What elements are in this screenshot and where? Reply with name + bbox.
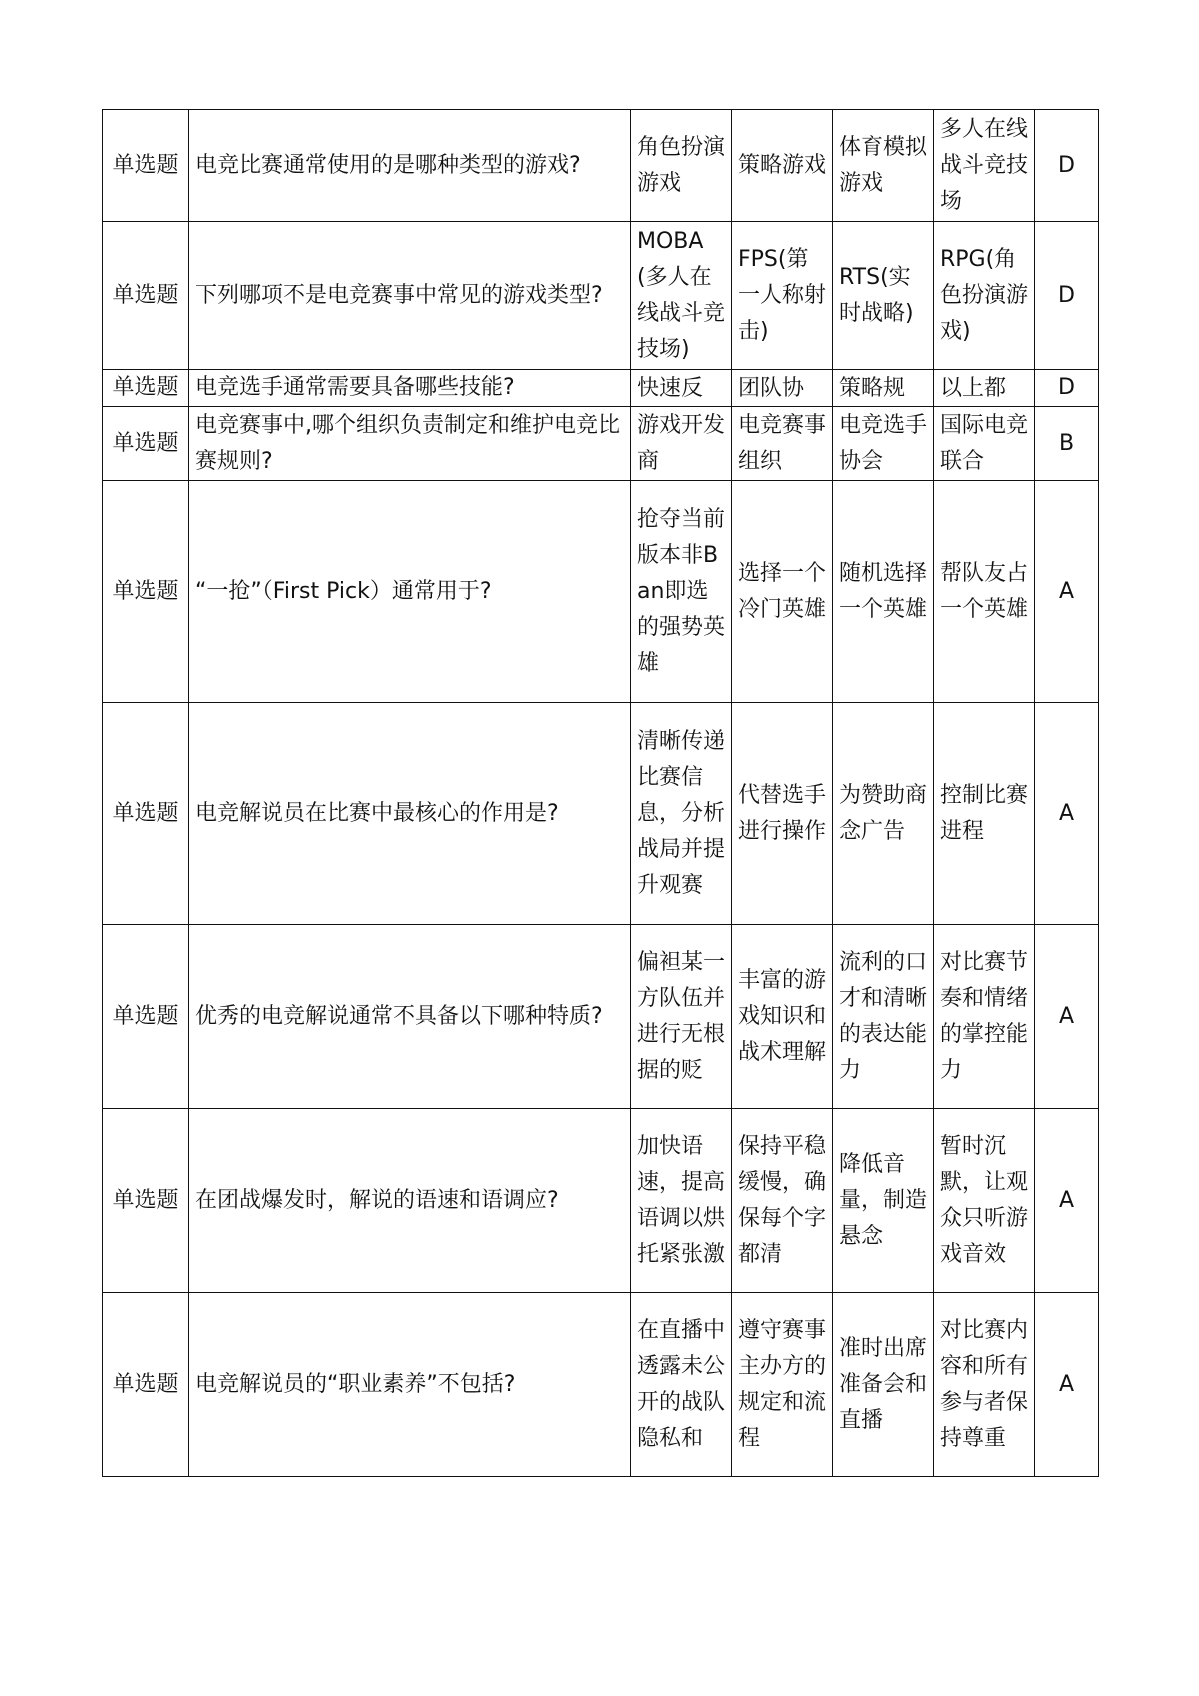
question-type-cell: 单选题 xyxy=(103,481,189,703)
question-text-cell: 电竞解说员在比赛中最核心的作用是? xyxy=(189,703,631,925)
question-row xyxy=(103,110,1099,222)
option-c-cell xyxy=(833,1109,934,1293)
question-type-cell: 单选题 xyxy=(103,370,189,407)
option-a-cell xyxy=(631,1293,732,1477)
option-c-cell-text: 流利的口才和清晰的表达能力 xyxy=(839,949,927,1083)
answer-cell: A xyxy=(1035,925,1099,1109)
option-a-cell xyxy=(631,1109,732,1293)
option-c-cell-text: 准时出席准备会和直播 xyxy=(839,1335,927,1433)
option-a-cell: 抢夺当前版本非Ban即选的强势英雄 xyxy=(631,481,732,703)
answer-cell: D xyxy=(1035,110,1099,222)
option-c-cell-text: 策略规 xyxy=(839,376,906,401)
option-a-cell-text: 偏袒某一方队伍并进行无根据的贬 xyxy=(637,949,725,1083)
option-a-cell-text: 快速反 xyxy=(637,376,704,401)
option-d-cell: 帮队友占一个英雄 xyxy=(934,481,1035,703)
option-b-cell: 电竞赛事组织 xyxy=(732,407,833,481)
quiz-table xyxy=(102,109,1099,1477)
question-text-cell: 电竞解说员的“职业素养”不包括? xyxy=(189,1293,631,1477)
question-row xyxy=(103,481,1099,703)
question-row xyxy=(103,222,1099,370)
question-text-cell: 电竞选手通常需要具备哪些技能? xyxy=(189,370,631,407)
answer-cell: A xyxy=(1035,703,1099,925)
option-b-cell: 选择一个冷门英雄 xyxy=(732,481,833,703)
option-d-cell: 国际电竞联合 xyxy=(934,407,1035,481)
question-text-cell: 下列哪项不是电竞赛事中常见的游戏类型? xyxy=(189,222,631,370)
option-b-cell: 策略游戏 xyxy=(732,110,833,222)
option-c-cell: 体育模拟游戏 xyxy=(833,110,934,222)
answer-cell: A xyxy=(1035,481,1099,703)
answer-cell: B xyxy=(1035,407,1099,481)
option-b-cell-text: 丰富的游戏知识和战术理解 xyxy=(738,967,826,1065)
question-text-cell: 电竞赛事中,哪个组织负责制定和维护电竞比赛规则? xyxy=(189,407,631,481)
option-c-cell xyxy=(833,1293,934,1477)
answer-cell: A xyxy=(1035,1293,1099,1477)
option-d-cell xyxy=(934,1109,1035,1293)
question-text-cell: “一抢”（First Pick）通常用于? xyxy=(189,481,631,703)
question-row xyxy=(103,1109,1099,1293)
option-a-cell-text: 加快语速，提高语调以烘托紧张激 xyxy=(637,1133,725,1267)
option-c-cell xyxy=(833,370,934,407)
option-b-cell xyxy=(732,925,833,1109)
question-row xyxy=(103,407,1099,481)
question-type-cell: 单选题 xyxy=(103,1109,189,1293)
option-c-cell: 为赞助商念广告 xyxy=(833,703,934,925)
option-d-cell xyxy=(934,925,1035,1109)
option-a-cell xyxy=(631,925,732,1109)
option-d-cell xyxy=(934,1293,1035,1477)
option-b-cell-text: 团队协 xyxy=(738,376,805,401)
option-d-cell xyxy=(934,370,1035,407)
option-b-cell-text: 保持平稳缓慢，确保每个字都清 xyxy=(738,1133,826,1267)
option-b-cell xyxy=(732,370,833,407)
option-b-cell xyxy=(732,1293,833,1477)
question-type-cell: 单选题 xyxy=(103,407,189,481)
question-row xyxy=(103,370,1099,407)
question-type-cell: 单选题 xyxy=(103,703,189,925)
option-a-cell: 角色扮演游戏 xyxy=(631,110,732,222)
option-c-cell: 随机选择一个英雄 xyxy=(833,481,934,703)
option-d-cell-text: 对比赛内容和所有参与者保持尊重 xyxy=(940,1317,1028,1451)
answer-cell: D xyxy=(1035,222,1099,370)
option-d-cell-text: 暂时沉默，让观众只听游戏音效 xyxy=(940,1133,1028,1267)
option-d-cell: RPG(角色扮演游戏) xyxy=(934,222,1035,370)
answer-cell: A xyxy=(1035,1109,1099,1293)
option-d-cell: 多人在线战斗竞技场 xyxy=(934,110,1035,222)
option-d-cell-text: 对比赛节奏和情绪的掌控能力 xyxy=(940,949,1028,1083)
answer-cell: D xyxy=(1035,370,1099,407)
option-a-cell: 清晰传递比赛信息，分析战局并提升观赛 xyxy=(631,703,732,925)
option-a-cell-text: 在直播中透露未公开的战队隐私和 xyxy=(637,1317,725,1451)
question-row xyxy=(103,1293,1099,1477)
question-text-cell: 电竞比赛通常使用的是哪种类型的游戏? xyxy=(189,110,631,222)
option-a-cell xyxy=(631,370,732,407)
option-c-cell: 电竞选手协会 xyxy=(833,407,934,481)
option-d-cell: 控制比赛进程 xyxy=(934,703,1035,925)
option-b-cell: 代替选手进行操作 xyxy=(732,703,833,925)
option-b-cell: FPS(第一人称射击) xyxy=(732,222,833,370)
option-b-cell xyxy=(732,1109,833,1293)
question-type-cell: 单选题 xyxy=(103,925,189,1109)
option-c-cell: RTS(实时战略) xyxy=(833,222,934,370)
option-c-cell-text: 降低音量，制造悬念 xyxy=(839,1151,927,1249)
option-b-cell-text: 遵守赛事主办方的规定和流程 xyxy=(738,1317,826,1451)
question-row xyxy=(103,703,1099,925)
question-row xyxy=(103,925,1099,1109)
question-type-cell: 单选题 xyxy=(103,1293,189,1477)
option-a-cell: 游戏开发商 xyxy=(631,407,732,481)
question-text-cell: 优秀的电竞解说通常不具备以下哪种特质? xyxy=(189,925,631,1109)
option-c-cell xyxy=(833,925,934,1109)
option-d-cell-text: 以上都 xyxy=(940,376,1007,401)
question-text-cell: 在团战爆发时，解说的语速和语调应? xyxy=(189,1109,631,1293)
question-type-cell: 单选题 xyxy=(103,110,189,222)
quiz-table-body xyxy=(103,110,1099,1477)
question-type-cell: 单选题 xyxy=(103,222,189,370)
option-a-cell: MOBA(多人在线战斗竞技场) xyxy=(631,222,732,370)
